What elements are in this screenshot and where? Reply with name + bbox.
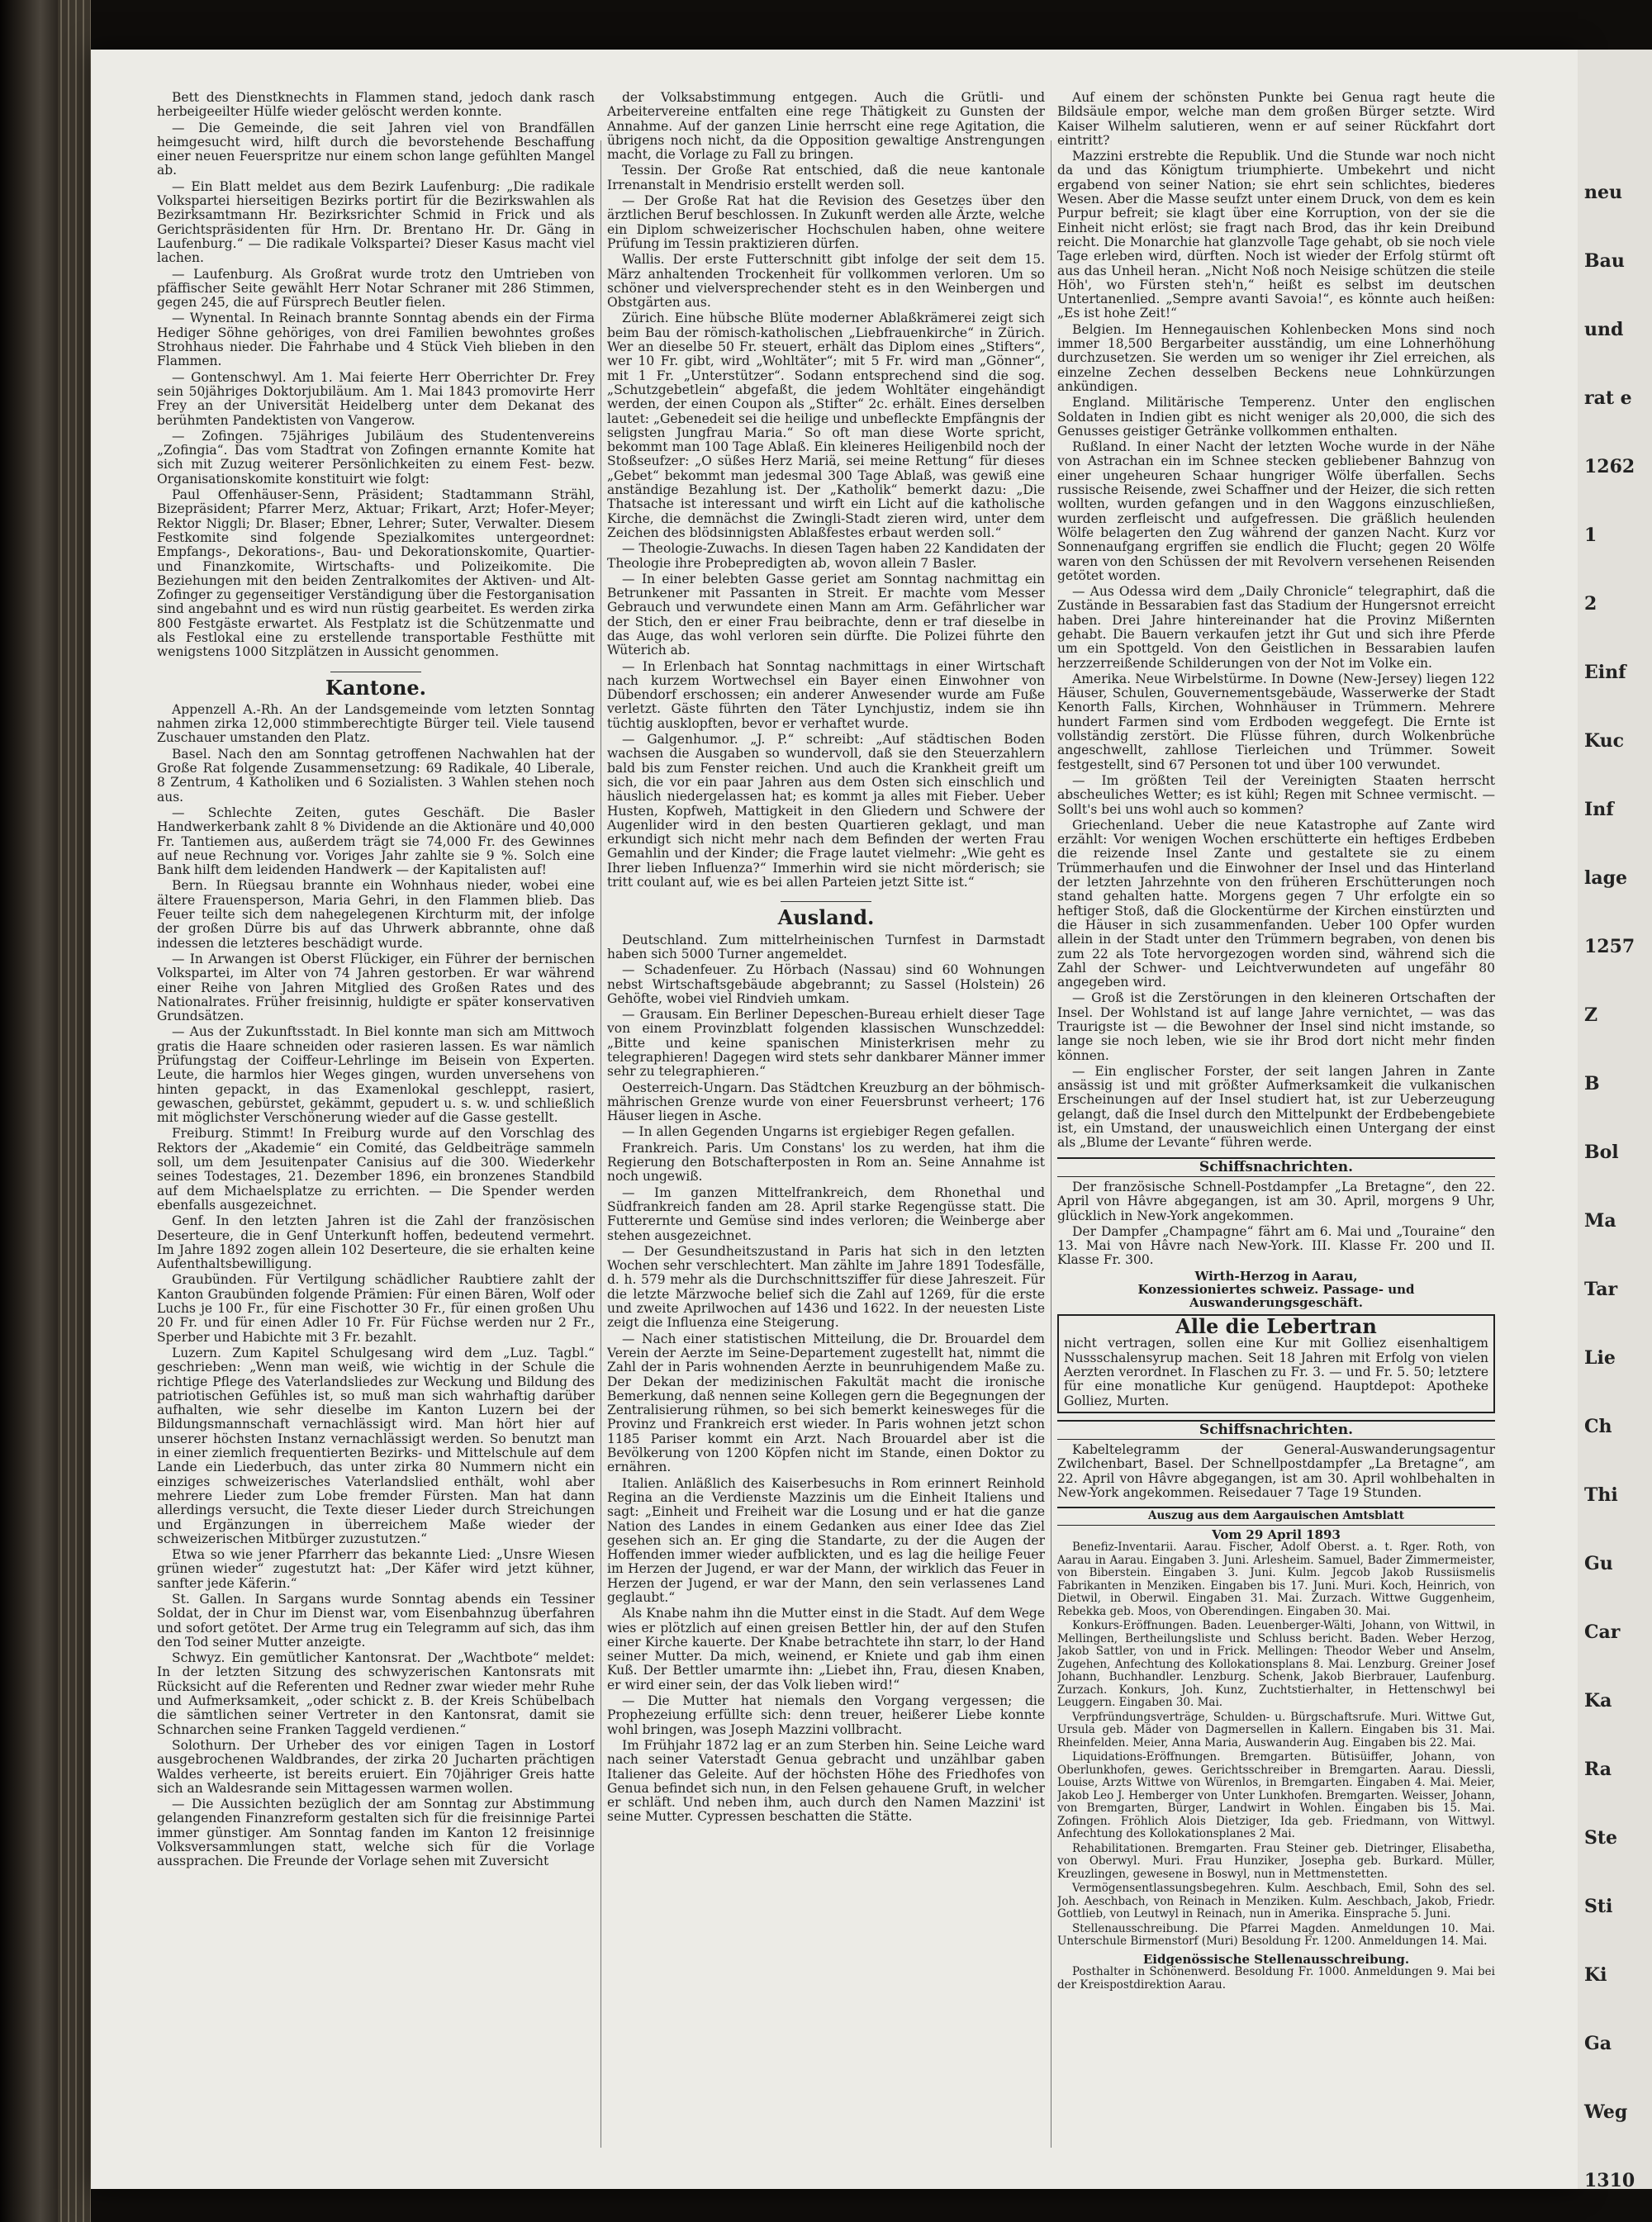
- article-paragraph: — Galgenhumor. „J. P.“ schreibt: „Auf städtischen Boden wachsen die Ausgaben so wundervoll, daß sie den Steuerzahlern bald bis zum Fenster reichen. Und auch die Krankheit greift um sich, die vor ein paar Jahren aus dem Osten sich einschlich und häuslich niedergelassen hat; es kommt ja alles mit Fieber. Ueber Husten, Kopfweh, Mattigkeit in den Gliedern und Schwere der Augenlider wird in den besten Quartieren geklagt, und man erkundigt sich nicht mehr nach dem Befinden der werten Frau Gemahlin und der Kinder; die Frage lautet vielmehr: „Wie geht es Ihrer lieben Influenza?“ Immerhin wird sie nicht mörderisch; sie tritt coulant auf, wie es bei allen Parteien jetzt Sitte ist.“: [607, 732, 1045, 890]
- article-paragraph: Liquidations-Eröffnungen. Bremgarten. Bütisüiffer, Johann, von Oberlunkhofen, gewes. Gerichtsschreiber in Bremgarten. Aarau. Diessli, Louise, Arzts Wittwe von Würenlos, in Bremgarten. Eingaben 4. Mai. Meier, Jakob Leo J. Hemberger von Unter Lunkhofen. Bremgarten. Weisser, Johann, von Bremgarten, Bürger, Landwirt in Wohlen. Eingaben bis 15. Mai. Zofingen. Fröhlich Alois Dietziger, Ida geb. Friedmann, von Wittwyl. Anfechtung des Kollokationsplanes 2 Mai.: [1057, 1750, 1495, 1841]
- edge-fragment: Car: [1584, 1621, 1621, 1643]
- article-paragraph: — In Arwangen ist Oberst Flückiger, ein Führer der bernischen Volkspartei, im Alter von 74 Jahren gestorben. Er war während einer Reihe von Jahren Mitglied des Großen Rates und des Nationalrates. Früher freisinnig, huldigte er später konservativen Grundsätzen.: [157, 951, 595, 1024]
- article-paragraph: — Schlechte Zeiten, gutes Geschäft. Die Basler Handwerkerbank zahlt 8 % Dividende an die Aktionäre und 40,000 Fr. Tantiemen aus, außerdem trägt sie 74,000 Fr. des Gewinnes auf neue Rechnung vor. Voriges Jahr zahlte sie 9 %. Solch eine Bank hilft dem leidenden Handwerk — der Kapitalisten auf!: [157, 805, 595, 878]
- edge-fragment: Ki: [1584, 1964, 1607, 1986]
- article-paragraph: Freiburg. Stimmt! In Freiburg wurde auf den Vorschlag des Rektors der „Akademie“ ein Comité, das Geldbeiträge sammeln soll, um dem Jesuitenpater Canisius auf die 300. Wiederkehr seines Todestages, 21. Dezember 1896, ein bronzenes Standbild auf dem Michaelsplatze zu errichten. — Die Spender werden ebenfalls ausgezeichnet.: [157, 1126, 595, 1213]
- agent-subtitle: Konzessioniertes schweiz. Passage- und Auswanderungsgeschäft.: [1137, 1282, 1415, 1310]
- edge-fragment: 1: [1584, 525, 1597, 546]
- article-paragraph: Italien. Anläßlich des Kaiserbesuchs in Rom erinnert Reinhold Regina an die Verdienste Mazzinis um die Einheit Italiens und sagt: „Einheit und Freiheit war die Losung und er hat die ganze Nation des Landes in einem Gedanken aus einer Idee das Ziel gesehen sich an. Er ging die Standarte, zu der die Augen der Hoffenden immer wieder aufblickten, und es lag die heilige Feuer im Herzen der Jugend, er war der Mann, der wirklich das Feuer in Herzen der Jugend, er war der Mann, den sein verlassenes Land geglaubt.“: [607, 1475, 1045, 1605]
- page-edges: [58, 0, 91, 2222]
- edge-fragment: Bol: [1584, 1142, 1619, 1163]
- article-paragraph: Belgien. Im Hennegauischen Kohlenbecken Mons sind noch immer 18,500 Bergarbeiter ausständig, um eine Lohnerhöhung durchzusetzen. Sie werden um so weniger ihr Ziel erreichen, als einzelne Zechen desselben Beckens neue Lohnkürzungen ankündigen.: [1057, 321, 1495, 394]
- edge-fragment: 1257: [1584, 936, 1635, 957]
- article-paragraph: Schwyz. Ein gemütlicher Kantonsrat. Der „Wachtbote“ meldet: In der letzten Sitzung des schwyzerischen Kantonsrats mit Rücksicht auf die Referenten und Redner zwar wieder mehr Ruhe und Aufmerksamkeit, „oder schickt z. B. der Kreis Schübelbach die sämtlichen seiner Vertreter in den Kantonsrat, damit sie Schnarchen seine Franken Taggeld verdienen.“: [157, 1650, 595, 1737]
- article-paragraph: Wallis. Der erste Futterschnitt gibt infolge der seit dem 15. März anhaltenden Trockenheit für vollkommen verloren. Um so schöner und vielversprechender steht es in den Weinbergen und Obstgärten aus.: [607, 252, 1045, 311]
- article-paragraph: Rußland. In einer Nacht der letzten Woche wurde in der Nähe von Astrachan ein im Schnee stecken gebliebener Bahnzug von einer ungeheuren Schaar hungriger Wölfe überfallen. Sechs russische Reisende, zwei Schaffner und der Heizer, die sich retten wollten, wurden gefangen und in den Waggons einzuschließen, wurden zerfleischt und aufgefressen. Die gräßlich heulenden Wölfe belagerten den Zug während der ganzen Nacht. Kurz vor Sonnenaufgang ergriffen sie endlich die Flucht; gegen 20 Wölfe waren von den Schüssen der mit Revolvern versehenen Reisenden getötet worden.: [1057, 439, 1495, 583]
- section-heading-kantone: Kantone.: [157, 672, 595, 695]
- edge-fragment: Weg: [1584, 2101, 1628, 2123]
- ad-body: nicht vertragen, sollen eine Kur mit Golliez eisenhaltigem Nussschalensyrup machen. Seit 18 Jahren mit Erfolg von vielen Aerzten verordnet. In Flaschen zu Fr. 3. — und Fr. 5. 50; letztere für eine monatliche Kur genügend. Hauptdepot: Apotheke Golliez, Murten.: [1064, 1336, 1488, 1408]
- article-paragraph: — Die Gemeinde, die seit Jahren viel von Brandfällen heimgesucht wird, hilft durch die bevorstehende Beschaffung einer neuen Feuerspritze nur einem schon lange gefühlten Mangel ab.: [157, 120, 595, 178]
- article-paragraph: — Aus der Zukunftsstadt. In Biel konnte man sich am Mittwoch gratis die Haare schneiden oder rasieren lassen. Es war nämlich Prüfungstag der Coiffeur-Lehrlinge im Beisein von Experten. Leute, die harmlos hier Weges gingen, wurden unversehens von hinten gepackt, in das Examenlokal geschleppt, rasiert, gewaschen, gebürstet, gekämmt, gepudert u. s. w. und schließlich mit möglichster Verschönerung wieder auf die Gasse gestellt.: [157, 1024, 595, 1126]
- article-paragraph: Basel. Nach den am Sonntag getroffenen Nachwahlen hat der Große Rat folgende Zusammensetzung: 69 Radikale, 40 Liberale, 8 Zentrum, 4 Katholiken und 6 Sozialisten. 3 Wahlen stehen noch aus.: [157, 746, 595, 805]
- column-1: [157, 91, 595, 2139]
- edge-fragment: Thi: [1584, 1484, 1618, 1506]
- article-paragraph: Griechenland. Ueber die neue Katastrophe auf Zante wird erzählt: Vor wenigen Wochen erschütterte ein heftiges Erdbeben die reizende Insel Zante und gestaltete sie zu einem Trümmerhaufen und die Einwohner der Insel und das Hinterland der letzten Jahrzehnte von den früheren Erschütterungen noch stand gehalten hatte. Morgens gegen 7 Uhr erfolgte ein so heftiger Stoß, daß die Glockentürme der Kirchen einstürzten und die Häuser in sich zusammenfanden. Ueber 100 Opfer wurden allein in der Stadt unter den Trümmern begraben, von denen bis zum 22 als Tote hervorgezogen worden sind, während sich die Zahl der Schwer- und Leichtverwundeten auf ungefähr 80 angegeben wird.: [1057, 817, 1495, 990]
- edge-fragment: Ste: [1584, 1827, 1618, 1849]
- article-paragraph: — Ein englischer Forster, der seit langen Jahren in Zante ansässig ist und mit größter Aufmerksamkeit die vulkanischen Erscheinungen auf der Insel studiert hat, ist zur Ueberzeugung gelangt, daß die Insel durch den Mittelpunkt der Erdbebengebiete ist, ein Umstand, der unausweichlich einen Untergang der einst als „Blume der Levante“ führen werde.: [1057, 1063, 1495, 1151]
- edge-fragment: Z: [1584, 1004, 1598, 1026]
- article-paragraph: Paul Offenhäuser-Senn, Präsident; Stadtammann Strähl, Bizepräsident; Pfarrer Merz, Aktuar; Frikart, Arzt; Hofer-Meyer; Rektor Niggli; Dr. Blaser; Ebner, Lehrer; Suter, Verwalter. Diesem Festkomite sind folgende Spezialkomites untergeordnet: Empfangs-, Dekorations-, Bau- und Dekorationskomite, Quartier- und Finanzkomite, Wirtschafts- und Polizeikomite. Die Beziehungen mit den beiden Zentralkomites der Aktiven- und Alt-Zofinger zu gegenseitiger Verständigung über die Festorganisation sind angebahnt und es wird nun rüstig gearbeitet. Es werden zirka 800 Festgäste erwartet. Als Festplatz ist die Schützenmatte und als Festlokal eine zu erstellende transportable Festhütte mit wenigstens 1000 Sitzplätzen in Aussicht genommen.: [157, 487, 595, 660]
- edge-fragment: Kuc: [1584, 730, 1625, 752]
- article-paragraph: Im Frühjahr 1872 lag er an zum Sterben hin. Seine Leiche ward nach seiner Vaterstadt Genua gebracht und unzählbar gaben Italiener das Geleite. Auf der höchsten Höhe des Friedhofes von Genua befindet sich nun, in den Felsen gehauene Gruft, in welcher er schläft. Und neben ihm, auch durch den Namen Mazzini' ist seine Mutter. Cypressen beschatten die Stätte.: [607, 1737, 1045, 1825]
- article-paragraph: — Die Aussichten bezüglich der am Sonntag zur Abstimmung gelangenden Finanzreform gestalten sich für die freisinnige Partei immer günstiger. Am Sonntag fanden im Kanton 12 freisinnige Volksversammlungen statt, welche sich für die Vorlage aussprachen. Die Freunde der Vorlage sehen mit Zuversicht: [157, 1797, 595, 1869]
- federal-notice: Posthalter in Schönenwerd. Besoldung Fr. 1000. Anmeldungen 9. Mai bei der Kreispostdirektion Aarau.: [1057, 1965, 1495, 1992]
- article-paragraph: — Theologie-Zuwachs. In diesen Tagen haben 22 Kandidaten der Theologie ihre Probepredigten ab, wovon allein 7 Basler.: [607, 541, 1045, 571]
- article-paragraph: — Im ganzen Mittelfrankreich, dem Rhonethal und Südfrankreich fanden am 28. April starke Regengüsse statt. Die Futterernte und Gemüse sind indes verloren; die Weinberge aber stehen ausgezeichnet.: [607, 1185, 1045, 1243]
- column-3: [1057, 91, 1495, 2139]
- section-heading-ausland: Ausland.: [607, 901, 1045, 924]
- article-paragraph: Zürich. Eine hübsche Blüte moderner Ablaßkrämerei zeigt sich beim Bau der römisch-katholischen „Liebfrauenkirche“ in Zürich. Wer an dieselbe 50 Fr. steuert, erhält das Diplom eines „Stifters“, wer 10 Fr. gibt, wird „Wohltäter“; mit 5 Fr. wird man „Gönner“, mit 1 Fr. „Unterstützer“. Sodann entsprechend sind die sog. „Schutzgebetlein“ abgefaßt, die jedem Wohltäter eingehändigt werden, der einen Coupon als „Stifter“ 2c. erhält. Eines derselben lautet: „Gebenedeit sei die heilige und unbefleckte Empfängnis der seligsten Jungfrau Maria.“ So oft man diese Worte spricht, bekommt man 100 Tage Ablaß. Ein kleineres Heiligenbild noch der Stoßseufzer: „O süßes Herz Mariä, sei meine Rettung“ für dieses „Gebet“ bekommt man jedesmal 300 Tage Ablaß, was gewiß eine anständige Bezahlung ist. Der „Katholik“ bemerkt dazu: „Die Thatsache ist interessant und wirft ein Licht auf die katholische Kirche, die demnächst die Zwingli-Stadt zieren wird, unter dem Zeichen des blödsinnigsten Ablaßfestes erbaut werden soll.“: [607, 311, 1045, 540]
- article-paragraph: Appenzell A.-Rh. An der Landsgemeinde vom letzten Sonntag nahmen zirka 12,000 stimmberechtigte Bürger teil. Viele tausend Zuschauer umstanden den Platz.: [157, 701, 595, 746]
- article-paragraph: Vermögensentlassungsbegehren. Kulm. Aeschbach, Emil, Sohn des sel. Joh. Aeschbach, von Reinach in Menziken. Kulm. Aeschbach, Jakob, Friedr. Gottlieb, von Leutwyl in Reinach, nun in Amerika. Einsprache 5. Juni.: [1057, 1882, 1495, 1921]
- agent-name: Wirth-Herzog in Aarau,: [1194, 1268, 1358, 1284]
- article-paragraph: Bett des Dienstknechts in Flammen stand, jedoch dank rasch herbeigeeilter Hülfe wieder gelöscht werden konnte.: [157, 91, 595, 120]
- edge-fragment: Ma: [1584, 1210, 1616, 1232]
- book-spine: [0, 0, 58, 2222]
- article-paragraph: Verpfründungsverträge, Schulden- u. Bürgschaftsrufe. Muri. Wittwe Gut, Ursula geb. Mäder von Dagmersellen in Kallern. Eingaben bis 31. Mai. Rheinfelden. Meier, Anna Maria, Auswanderin Aug. Eingaben bis 22. Mai.: [1057, 1710, 1495, 1750]
- article-paragraph: Luzern. Zum Kapitel Schulgesang wird dem „Luz. Tagbl.“ geschrieben: „Wenn man weiß, wie wichtig in der Schule die richtige Pflege des Vaterlandsliedes zur Weckung und Bildung des patriotischen Gefühles ist, so muß man sich wahrhaftig darüber aufhalten, wie sehr dieselbe im Kanton Luzern bei der Bildungsmannschaft vernachlässigt wird. Man hört hier auf unserer höchsten Instanz vernachlässigt werden. So benutzt man in einer ziemlich frequentierten Bezirks- und Mittelschule auf dem Lande ein Liederbuch, das unter zirka 80 Nummern nicht ein einziges schweizerisches Vaterlandslied enthält, wohl aber mehrere Lieder zum Lobe fremder Fürsten. Man hat dann allerdings versucht, die Texte dieser Lieder durch Streichungen und Ergänzungen in überreichem Maße wieder der schweizerischen Mitbürger zuzustutzen.“: [157, 1345, 595, 1546]
- article-paragraph: — Die Mutter hat niemals den Vorgang vergessen; die Prophezeiung erfüllte sich: denn treuer, heißerer Liebe konnte wohl bringen, was Joseph Mazzini vollbracht.: [607, 1693, 1045, 1737]
- article-paragraph: Deutschland. Zum mittelrheinischen Turnfest in Darmstadt haben sich 5000 Turner angemeldet.: [607, 932, 1045, 961]
- column-2: [607, 91, 1045, 2139]
- article-paragraph: — Zofingen. 75jähriges Jubiläum des Studentenvereins „Zofingia“. Das vom Stadtrat von Zofingen ernannte Komite hat sich mit Zuzug weiterer Persönlichkeiten zu einem Fest- bezw. Organisationskomite konstituirt wie folgt:: [157, 428, 595, 487]
- article-paragraph: — In Erlenbach hat Sonntag nachmittags in einer Wirtschaft nach kurzem Wortwechsel ein Bayer einen Einwohner von Dübendorf erschossen; ein anderer Anwesender wurde am Fuße verletzt. Gäste führten den Täter Lynchjustiz, indem sie ihn tüchtig ausklopften, bevor er verhaftet wurde.: [607, 658, 1045, 731]
- article-paragraph: Genf. In den letzten Jahren ist die Zahl der französischen Deserteure, die in Genf Unterkunft hoffen, bedeutend vermehrt. Im Jahre 1892 zogen allein 102 Deserteure, die sie erhalten keine Aufenthaltsbewilligung.: [157, 1213, 595, 1272]
- edge-fragment: 2: [1584, 593, 1597, 615]
- article-paragraph: — In allen Gegenden Ungarns ist ergiebiger Regen gefallen.: [622, 1124, 1015, 1140]
- article-paragraph: — Nach einer statistischen Mitteilung, die Dr. Brouardel dem Verein der Aerzte im Seine-Departement zugestellt hat, nimmt die Zahl der in Paris wohnenden Aerzte in beunruhigendem Maße zu. Der Dekan der medizinischen Fakultät macht die ironische Bemerkung, daß nennen seine Kollegen gern die Begegnungen der Zentralisierung rühmen, so bei sich bemerkt keinesweges für die Provinz und Frankreich erst wieder. In Paris wohnen jetzt schon 1185 Pariser kommt ein Arzt. Nach Brouardel aber ist die Bevölkerung von 1200 Köpfen nicht im Stande, einen Doktor zu ernähren.: [607, 1331, 1045, 1475]
- ad-title: Alle die Lebertran: [1175, 1314, 1377, 1339]
- article-paragraph: Auf einem der schönsten Punkte bei Genua ragt heute die Bildsäule empor, welche man dem großen Bürger setzte. Wird Kaiser Wilhelm salutieren, wenn er auf seiner Rückfahrt dort eintritt?: [1057, 91, 1495, 148]
- article-paragraph: Rehabilitationen. Bremgarten. Frau Steiner geb. Dietringer, Elisabetha, von Oberwyl. Muri. Frau Hunziker, Josepha geb. Burkard. Müller, Kreuzlingen, gewesene in Boswyl, nun in Mettmenstetten.: [1057, 1841, 1495, 1881]
- edge-fragment: und: [1584, 319, 1624, 340]
- article-paragraph: Mazzini erstrebte die Republik. Und die Stunde war noch nicht da und das Königtum triumphierte. Umbekehrt und nicht ergabend von seiner Nation; sie ehrt sein schlichtes, biederes Wesen. Aber die Masse seufzt unter einem Druck, von dem es kein Purpur befreit; sie klagt über eine Korruption, von der sie die Einheit nicht erlöst; sie fragt nach Brod, das ihr kein Dreibund reicht. Die Monarchie hat glanzvolle Tage gehabt, ob sie noch viele Tage erleben wird, dürften. Noch ist wieder der Erfolg stürmt oft aus das Unheil heran. „Nicht Noß noch Neisige schützen die steile Höh', wo Fürsten steh'n,“ heißt es selbst im deutschen Untertanenlied. „Sempre avanti Savoia!“, es könnte auch heißen: „Es ist hohe Zeit!“: [1057, 149, 1495, 321]
- article-paragraph: — Wynental. In Reinach brannte Sonntag abends ein der Firma Hediger Söhne gehöriges, von drei Familien bewohntes großes Strohhaus nieder. Die Fahrhabe und 4 Stück Vieh blieben in den Flammen.: [157, 311, 595, 369]
- edge-fragment: lage: [1584, 867, 1627, 889]
- article-paragraph: Tessin. Der Große Rat entschied, daß die neue kantonale Irrenanstalt in Mendrisio erstellt werden soll.: [607, 163, 1045, 192]
- article-paragraph: — Groß ist die Zerstörungen in den kleineren Ortschaften der Insel. Der Wohlstand ist auf lange Jahre vernichtet, — was das Traurigste ist — die Bewohner der Insel sind nicht imstande, so lange sie noch leben, wie sie ihr Brod dort nicht mehr finden können.: [1057, 990, 1495, 1063]
- edge-fragment: Ra: [1584, 1759, 1612, 1780]
- edge-fragment: Ga: [1584, 2033, 1612, 2054]
- article-paragraph: England. Militärische Temperenz. Unter den englischen Soldaten in Indien gibt es nicht weniger als 20,000, die sich des Genusses geistiger Getränke vollkommen enthalten.: [1057, 395, 1495, 439]
- article-paragraph: Graubünden. Für Vertilgung schädlicher Raubtiere zahlt der Kanton Graubünden folgende Prämien: Für einen Bären, Wolf oder Luchs je 100 Fr., für eine Fischotter 30 Fr., für einen großen Uhu 20 Fr. und für einen Adler 10 Fr. Für Füchse werden nur 2 Fr., Sperber und Habichte mit 3 Fr. bezahlt.: [157, 1272, 595, 1345]
- adjacent-page-edge: [1578, 50, 1652, 2189]
- lebertran-advertisement: [1057, 1314, 1495, 1413]
- edge-fragment: Bau: [1584, 250, 1625, 272]
- article-paragraph: — Ein Blatt meldet aus dem Bezirk Laufenburg: „Die radikale Volkspartei hierseitigen Bezirks portirt für die Bezirkswahlen als Bezirksamtmann Hr. Bezirksrichter Schmid in Frick und als Gerichtspräsidenten für Hrn. Dr. Brentano Hr. Dr. Gäng in Laufenburg.“ — Die radikale Volkspartei? Dieser Kasus macht viel lachen.: [157, 178, 595, 266]
- edge-fragment: rat e: [1584, 387, 1632, 409]
- amtsblatt-heading: Auszug aus dem Aargauischen Amtsblatt: [1057, 1507, 1495, 1526]
- federal-heading: Eidgenössische Stellenausschreibung.: [1142, 1951, 1410, 1967]
- edge-fragment: 1310: [1584, 2170, 1635, 2189]
- article-paragraph: St. Gallen. In Sargans wurde Sonntag abends ein Tessiner Soldat, der in Chur im Dienst war, vom Eisenbahnzug überfahren und sofort getötet. Der Arme trug ein Telegramm auf sich, das ihm den Tod seiner Mutter anzeigte.: [157, 1591, 595, 1650]
- edge-fragment: B: [1584, 1073, 1600, 1094]
- shipping-news-heading-2: Schiffsnachrichten.: [1057, 1420, 1495, 1440]
- article-paragraph: — Grausam. Ein Berliner Depeschen-Bureau erhielt dieser Tage von einem Provinzblatt folgenden klassischen Wunschzeddel: „Bitte und keine spanischen Ministerkrisen mehr zu telegraphieren! Dagegen wird stets sehr dankbarer Männer immer sehr zu telegraphieren.“: [607, 1007, 1045, 1080]
- article-paragraph: Als Knabe nahm ihn die Mutter einst in die Stadt. Auf dem Wege wies er plötzlich auf einen greisen Bettler hin, der auf den Stufen einer Kirche kauerte. Der Knabe betrachtete ihn starr, lo der Hand seiner Mutter. Da mich, weinend, er Kniete und gab ihm einen Kuß. Der Bettler umarmte ihn: „Liebet ihn, Frau, diesen Knaben, er wird einer sein, der das Volk lieben wird!“: [607, 1606, 1045, 1693]
- article-paragraph: — Aus Odessa wird dem „Daily Chronicle“ telegraphirt, daß die Zustände in Bessarabien fast das Stadium der Hungersnot erreicht haben. Drei Jahre hintereinander hat die Provinz Mißernten gehabt. Die Bauern verkaufen jetzt ihr Gut und sich ihre Pferde um ein Spottgeld. Von den Geistlichen in Bessarabien laufen herzzerreißende Schilderungen von der Not im Volke ein.: [1057, 584, 1495, 671]
- article-paragraph: Solothurn. Der Urheber des vor einigen Tagen in Lostorf ausgebrochenen Waldbrandes, der zirka 20 Jucharten prächtigen Waldes verheerte, ist bereits eruiert. Ein 70jähriger Greis hatte sich an Waldesrande sein Mittagessen warmen wollen.: [157, 1737, 595, 1796]
- article-paragraph: Etwa so wie jener Pfarrherr das bekannte Lied: „Unsre Wiesen grünen wieder“ zugestutzt hat: „Der Käfer wird jetzt kühner, sanfter jede Käferin.“: [157, 1547, 595, 1591]
- article-paragraph: Der französische Schnell-Postdampfer „La Bretagne“, den 22. April von Hâvre abgegangen, ist am 30. April, morgens 9 Uhr, glücklich in New-York angekommen.: [1057, 1179, 1495, 1223]
- article-paragraph: der Volksabstimmung entgegen. Auch die Grütli- und Arbeitervereine entfalten eine rege Thätigkeit zu Gunsten der Annahme. Auf der ganzen Linie herrscht eine rege Agitation, die übrigens noch nicht, da die Opposition gewaltige Anstrengungen macht, die Vorlage zu Fall zu bringen.: [607, 91, 1045, 163]
- edge-fragment: Ch: [1584, 1416, 1612, 1437]
- article-paragraph: Stellenausschreibung. Die Pfarrei Magden. Anmeldungen 10. Mai. Unterschule Birmenstorf (Muri) Besoldung Fr. 1200. Anmeldungen 14. Mai.: [1057, 1921, 1495, 1949]
- article-paragraph: — Schadenfeuer. Zu Hörbach (Nassau) sind 60 Wohnungen nebst Wirtschaftsgebäude abgebrannt; zu Sassel (Holstein) 26 Gehöfte, wobei viel Rindvieh umkam.: [607, 962, 1045, 1006]
- article-paragraph: — Im größten Teil der Vereinigten Staaten herrscht abscheuliches Wetter; es ist kühl; Regen mit Schnee vermischt. — Sollt's bei uns wohl auch so kommen?: [1057, 772, 1495, 817]
- shipping-telegram: Kabeltelegramm der General-Auswanderungsagentur Zwilchenbart, Basel. Der Schnellpostdampfer „La Bretagne“, am 22. April von Hâvre abgegangen, ist am 30. April wohlbehalten in New-York angekommen. Reisedauer 7 Tage 19 Stunden.: [1057, 1442, 1495, 1501]
- edge-fragment: Lie: [1584, 1347, 1616, 1369]
- article-paragraph: — Gontenschwyl. Am 1. Mai feierte Herr Oberrichter Dr. Frey sein 50jähriges Doktorjubiläum. Am 1. Mai 1843 promovirte Herr Frey an der Universität Heidelberg unter dem Dekanat des berühmten Pandektisten von Vangerow.: [157, 369, 595, 428]
- article-paragraph: — Der Große Rat hat die Revision des Gesetzes über den ärztlichen Beruf beschlossen. In Zukunft werden alle Ärzte, welche ein Diplom schweizerischer Hochschulen haben, ohne weitere Prüfung im Tessin praktizieren dürfen.: [607, 193, 1045, 251]
- shipping-news-heading: Schiffsnachrichten.: [1057, 1157, 1495, 1177]
- amtsblatt-date: Vom 29 April 1893: [1212, 1526, 1341, 1542]
- edge-fragment: Tar: [1584, 1279, 1618, 1300]
- article-paragraph: Bern. In Rüegsau brannte ein Wohnhaus nieder, wobei eine ältere Frauensperson, Maria Gehri, in den Flammen blieb. Das Feuer teilte sich dem nahegelegenen Kirchturm mit, der infolge der großen Dürre bis auf das Uhrwerk abbrannte, ohne daß indessen die letzteres beschädigt wurde.: [157, 878, 595, 951]
- article-paragraph: — Der Gesundheitszustand in Paris hat sich in den letzten Wochen sehr verschlechtert. Man zählte im Jahre 1891 Todesfälle, d. h. 579 mehr als die Durchschnittsziffer für diese Jahreszeit. Für die letzte Märzwoche belief sich die Zahl auf 1269, für die erste und zweite Aprilwochen auf 1436 und 1622. In der neuesten Liste zeigt die Influenza eine Steigerung.: [607, 1243, 1045, 1331]
- article-paragraph: — Laufenburg. Als Großrat wurde trotz den Umtrieben von pfäffischer Seite gewählt Herr Notar Schraner mit 286 Stimmen, gegen 245, die auf Fürsprech Beutler fielen.: [157, 266, 595, 311]
- edge-fragment: Sti: [1584, 1896, 1613, 1917]
- article-paragraph: Amerika. Neue Wirbelstürme. In Downe (New-Jersey) liegen 122 Häuser, Schulen, Gouvernementsgebäude, Wasserwerke der Stadt Kenorth Falls, Kirchen, Wohnhäuser in Trümmern. Mehrere hundert Farmen sind vom Erdboden weggefegt. Die Ernte ist vollständig zerstört. Die Flüsse führen, durch Wolkenbrüche angeschwellt, zahllose Tierleichen und Trümmer. Soweit festgestellt, sind 67 Personen tot und über 100 verwundet.: [1057, 671, 1495, 772]
- article-paragraph: Der Dampfer „Champagne“ fährt am 6. Mai und „Touraine“ den 13. Mai von Hâvre nach New-York. III. Klasse Fr. 200 und II. Klasse Fr. 300.: [1057, 1223, 1495, 1268]
- article-paragraph: — In einer belebten Gasse geriet am Sonntag nachmittag ein Betrunkener mit Passanten in Streit. Er machte vom Messer Gebrauch und verwundete einen Mann am Arm. Gefährlicher war der Stich, den er einer Frau beibrachte, denn er traf dieselbe in das Auge, das wohl verloren sein dürfte. Die Polizei führte den Wüterich ab.: [607, 571, 1045, 658]
- article-paragraph: Konkurs-Eröffnungen. Baden. Leuenberger-Wälti, Johann, von Wittwil, in Mellingen, Bertheilungsliste und Schluss bericht. Baden. Weber Herzog, Jakob Sattler, von und in Frick. Mellingen: Theodor Weber und Anselm, Zugehen, Anfechtung des Kollokationsplans 8. Mai. Lenzburg. Greiner Josef Johann, Buchhandler. Lenzburg. Schenk, Jakob Bierbrauer, Laufenburg. Zurzach. Konkurs, Joh. Kunz, Zuchtstierhalter, in Hettenschwyl bei Leuggern. Eingaben 30. Mai.: [1057, 1619, 1495, 1710]
- article-paragraph: Oesterreich-Ungarn. Das Städtchen Kreuzburg an der böhmisch-mährischen Grenze wurde von einer Feuersbrunst verheert; 176 Häuser liegen in Asche.: [607, 1080, 1045, 1124]
- edge-fragment: Ka: [1584, 1690, 1612, 1712]
- article-paragraph: Frankreich. Paris. Um Constans' los zu werden, hat ihm die Regierung den Botschafterposten in Rom an. Seine Annahme ist noch ungewiß.: [607, 1140, 1045, 1185]
- edge-fragment: 1262: [1584, 456, 1635, 477]
- article-paragraph: Benefiz-Inventarii. Aarau. Fischer, Adolf Oberst. a. t. Rger. Roth, von Aarau in Aarau. Eingaben 3. Juni. Arlesheim. Samuel, Bader Zimmermeister, von Biberstein. Eingaben 3. Juni. Kulm. Jegcob Jakob Russiismelis Fabrikanten in Menziken. Eingaben bis 17. Juni. Muri. Koch, Heinrich, von Dietwil, in Oberwil. Eingaben 31. Mai. Zurzach. Wittwe Guggenheim, Rebekka geb. Moos, von Oberendingen. Eingaben 30. Mai.: [1057, 1541, 1495, 1618]
- edge-fragment: neu: [1584, 182, 1622, 203]
- edge-fragment: Gu: [1584, 1553, 1613, 1574]
- edge-fragment: Einf: [1584, 662, 1626, 683]
- edge-fragment: Inf: [1584, 799, 1614, 820]
